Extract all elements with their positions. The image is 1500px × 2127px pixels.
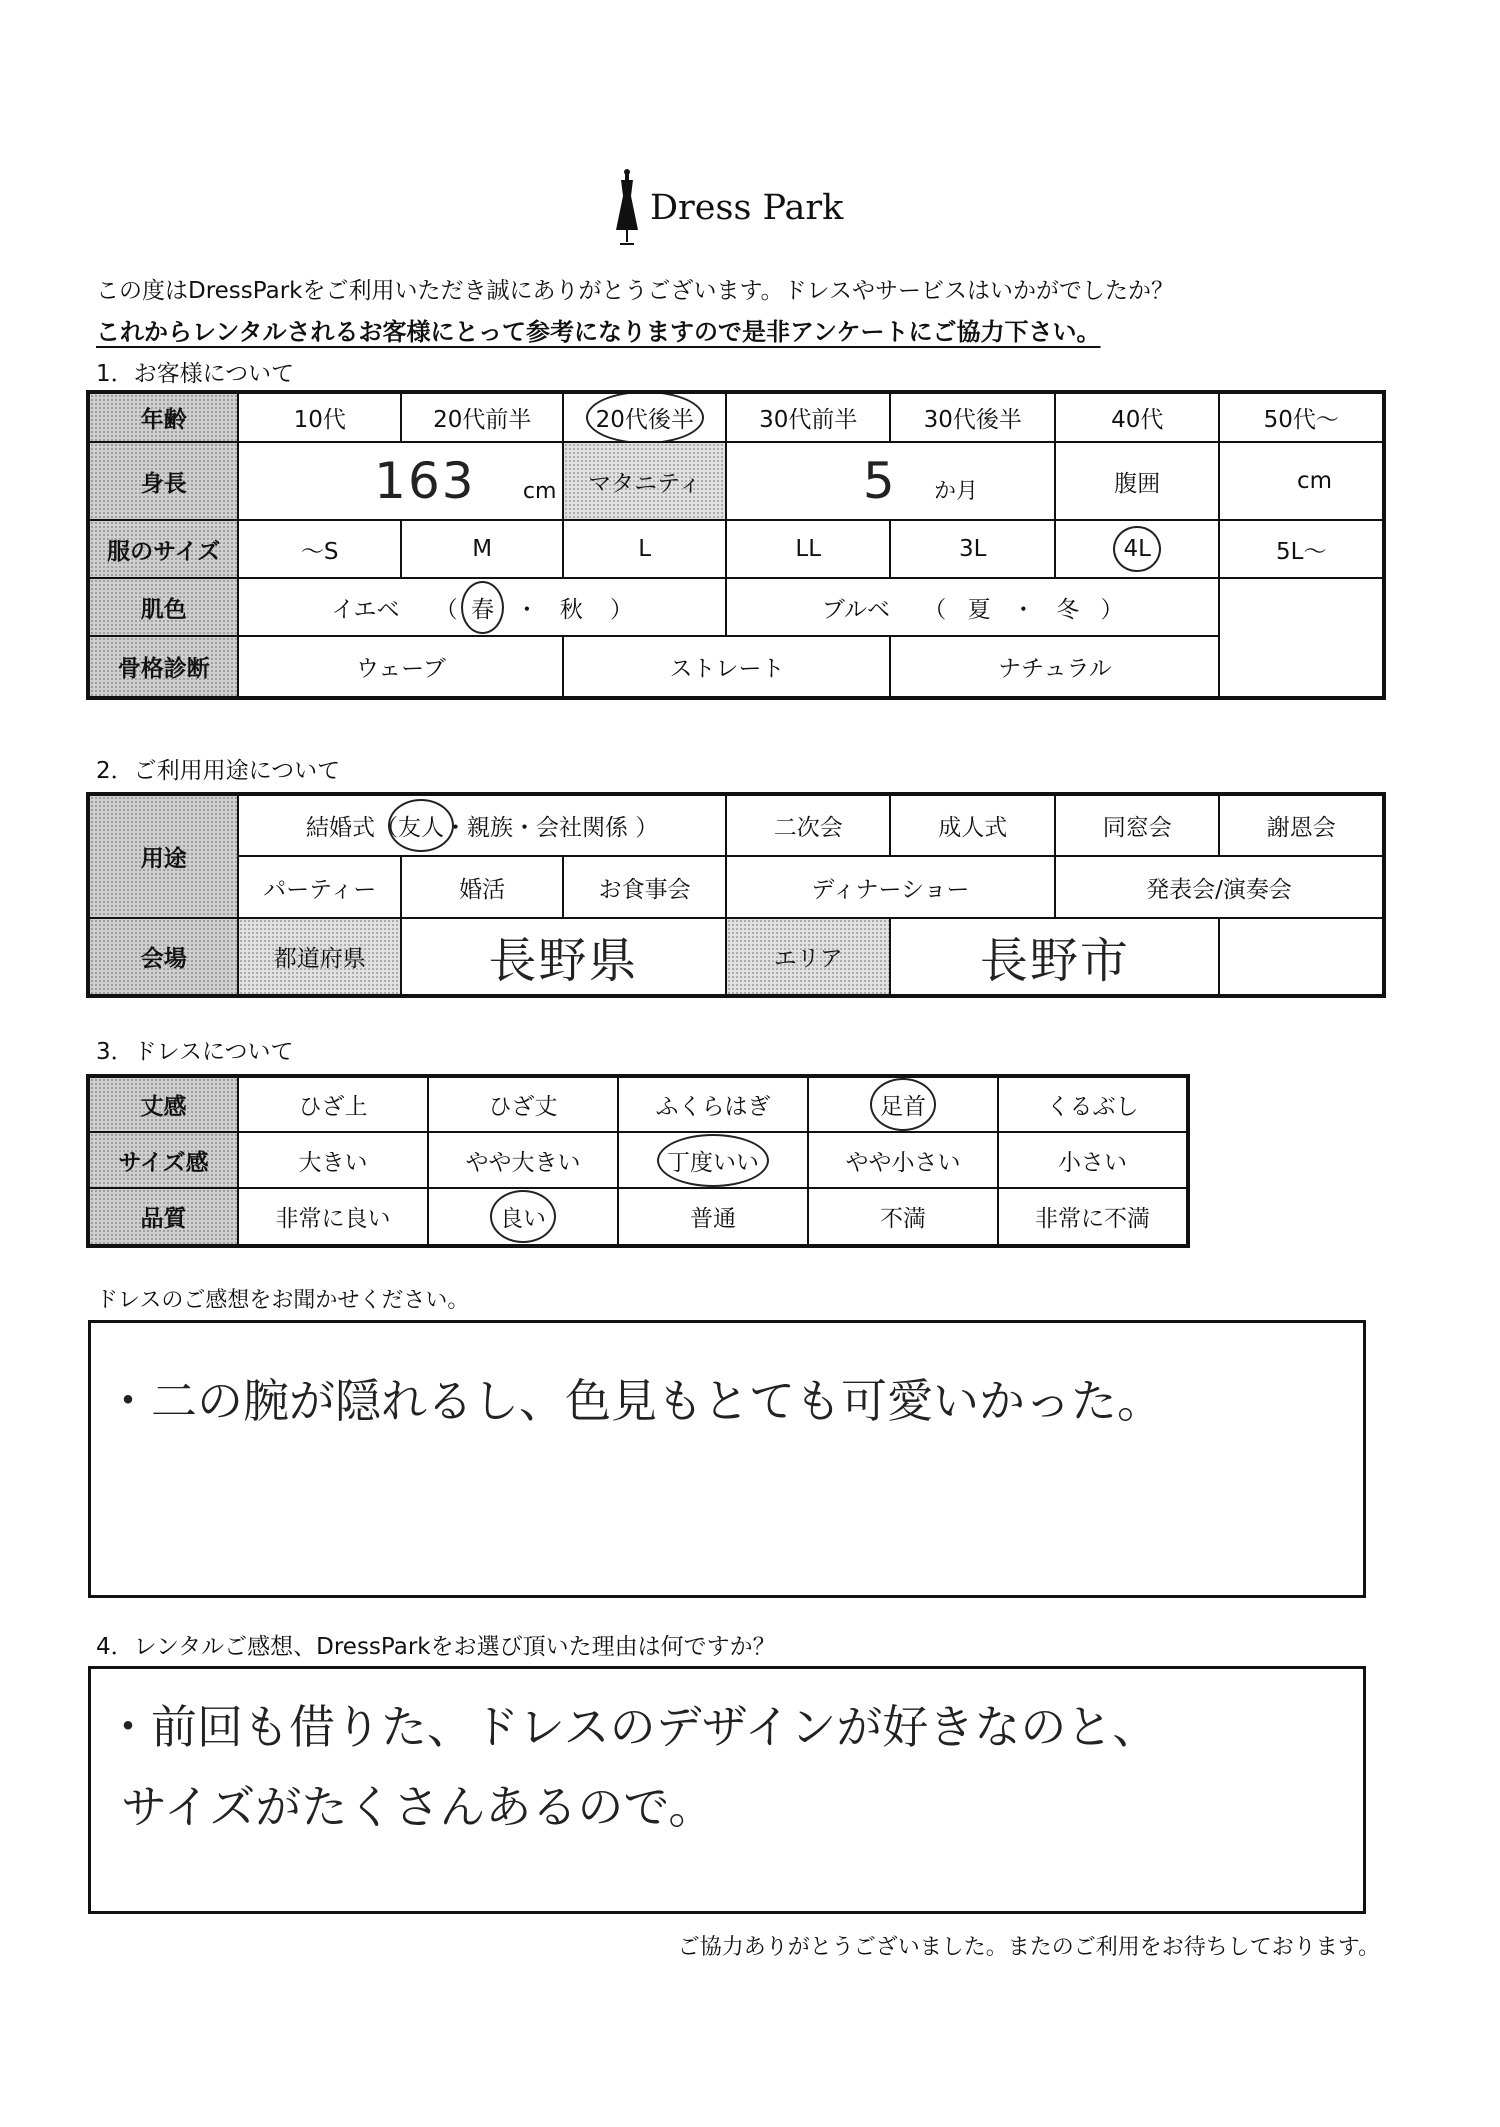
quality-option[interactable]: 不満 xyxy=(808,1188,998,1246)
purpose-option[interactable]: 婚活 xyxy=(401,856,563,918)
purpose-row-1 xyxy=(88,794,1384,856)
dress-comment-text: ・二の腕が隠れるし、色見もとても可愛いかった。 xyxy=(105,1374,1163,1428)
purpose-option[interactable]: パーティー xyxy=(238,856,400,918)
frame-option[interactable]: ウェーブ xyxy=(238,636,563,698)
selection-circle: 春 xyxy=(471,591,494,624)
size-option[interactable]: LL xyxy=(726,520,891,578)
size-option[interactable]: ～S xyxy=(238,520,401,578)
wedding-suffix: ・親族・会社関係 ） xyxy=(444,815,659,841)
section2-title: 2．ご利用用途について xyxy=(96,758,341,784)
section1-title: 1．お客様について xyxy=(96,361,295,387)
wedding-option[interactable] xyxy=(238,794,725,856)
purpose-option[interactable]: ディナーショー xyxy=(726,856,1055,918)
height-unit: cm xyxy=(522,479,557,504)
empty-cell xyxy=(1219,578,1384,636)
paren: ） xyxy=(610,596,634,623)
maternity-unit: か月 xyxy=(934,479,979,504)
area-label: エリア xyxy=(726,918,891,996)
length-label: 丈感 xyxy=(88,1076,238,1132)
height-field[interactable] xyxy=(238,442,563,520)
fit-option[interactable]: やや小さい xyxy=(808,1132,998,1188)
selection-circle: 20代後半 xyxy=(596,401,694,434)
length-option[interactable]: ひざ上 xyxy=(238,1076,428,1132)
venue-label: 会場 xyxy=(88,918,238,996)
skin-summer: 夏 xyxy=(967,596,991,623)
quality-row xyxy=(88,1188,1188,1246)
logo-wordmark: Dress Park xyxy=(650,188,844,228)
fit-option-selected[interactable] xyxy=(618,1132,808,1188)
intro-text: この度はDressParkをご利用いただき誠にありがとうございます。ドレスやサービスはいかがでしたか？ xyxy=(96,278,1174,304)
paren: ） xyxy=(1100,596,1124,623)
footer-thanks: ご協力ありがとうございました。またのご利用をお待ちしております。 xyxy=(677,1935,1380,1960)
skin-row xyxy=(88,578,1384,636)
selection-circle: 良い xyxy=(500,1200,546,1233)
prefecture-value: 長野県 xyxy=(488,933,639,989)
selection-circle: 丁度いい xyxy=(667,1144,759,1177)
fit-label: サイズ感 xyxy=(88,1132,238,1188)
rental-answer-line1: ・前回も借りた、ドレスのデザインが好きなのと、 xyxy=(105,1700,1159,1754)
dress-comment-box[interactable] xyxy=(88,1320,1366,1598)
size-row xyxy=(88,520,1384,578)
size-option[interactable]: L xyxy=(563,520,726,578)
dress-icon xyxy=(612,168,642,248)
dress-comment-prompt: ドレスのご感想をお聞かせください。 xyxy=(96,1288,470,1313)
maternity-label: マタニティ xyxy=(563,442,726,520)
age-row xyxy=(88,392,1384,442)
fit-option[interactable]: 大きい xyxy=(238,1132,428,1188)
age-option[interactable]: 10代 xyxy=(238,392,401,442)
skin-blue-option[interactable] xyxy=(726,578,1220,636)
wedding-prefix: 結婚式（ xyxy=(306,815,399,841)
age-option[interactable]: 50代～ xyxy=(1219,392,1384,442)
frame-option[interactable]: ナチュラル xyxy=(890,636,1219,698)
purpose-table xyxy=(86,792,1386,998)
size-label: 服のサイズ xyxy=(88,520,238,578)
maternity-field[interactable] xyxy=(726,442,1055,520)
size-option[interactable]: 3L xyxy=(890,520,1055,578)
selection-circle: 4L xyxy=(1123,536,1151,562)
length-option-selected[interactable] xyxy=(808,1076,998,1132)
length-option[interactable]: ふくらはぎ xyxy=(618,1076,808,1132)
fit-option[interactable]: 小さい xyxy=(998,1132,1188,1188)
selection-circle: 足首 xyxy=(880,1088,926,1121)
purpose-option[interactable]: 発表会/演奏会 xyxy=(1055,856,1384,918)
age-option[interactable]: 30代後半 xyxy=(890,392,1055,442)
prefecture-field[interactable] xyxy=(401,918,726,996)
skin-blue-label: ブルベ xyxy=(821,596,890,623)
dresspark-logo xyxy=(612,168,852,248)
age-option-selected[interactable] xyxy=(563,392,726,442)
waist-unit[interactable]: cm xyxy=(1219,442,1384,520)
purpose-label: 用途 xyxy=(88,794,238,918)
rental-comment-box[interactable] xyxy=(88,1666,1366,1914)
intro-request: これからレンタルされるお客様にとって参考になりますので是非アンケートにご協力下さい。 xyxy=(96,318,1101,346)
section3-title: 3．ドレスについて xyxy=(96,1039,294,1065)
paren: （ xyxy=(923,596,947,623)
purpose-option[interactable]: 二次会 xyxy=(726,794,891,856)
area-field[interactable] xyxy=(890,918,1219,996)
quality-option[interactable]: 非常に良い xyxy=(238,1188,428,1246)
height-label: 身長 xyxy=(88,442,238,520)
length-option[interactable]: くるぶし xyxy=(998,1076,1188,1132)
rental-answer-line2: サイズがたくさんあるので。 xyxy=(121,1780,715,1834)
section4-title: 4．レンタルご感想、DressParkをお選び頂いた理由は何ですか？ xyxy=(96,1634,776,1660)
skin-winter: 冬 xyxy=(1056,596,1080,623)
customer-table xyxy=(86,390,1386,700)
purpose-option[interactable]: 成人式 xyxy=(890,794,1055,856)
age-option[interactable]: 20代前半 xyxy=(401,392,564,442)
waist-label: 腹囲 xyxy=(1055,442,1220,520)
quality-label: 品質 xyxy=(88,1188,238,1246)
height-value: 163 xyxy=(374,452,476,510)
purpose-option[interactable]: お食事会 xyxy=(563,856,726,918)
frame-option[interactable]: ストレート xyxy=(563,636,890,698)
quality-option-selected[interactable] xyxy=(428,1188,618,1246)
purpose-option[interactable]: 同窓会 xyxy=(1055,794,1220,856)
fit-option[interactable]: やや大きい xyxy=(428,1132,618,1188)
skin-yellow-label: イエベ xyxy=(331,596,400,623)
fit-row xyxy=(88,1132,1188,1188)
size-option-selected[interactable] xyxy=(1055,520,1220,578)
skin-yellow-option[interactable] xyxy=(238,578,726,636)
age-label: 年齢 xyxy=(88,392,238,442)
selection-circle: 友人 xyxy=(398,809,444,842)
venue-row xyxy=(88,918,1384,996)
size-option[interactable]: M xyxy=(401,520,564,578)
height-row xyxy=(88,442,1384,520)
empty-cell xyxy=(1219,918,1384,996)
size-option[interactable]: 5L～ xyxy=(1219,520,1384,578)
empty-cell xyxy=(1219,636,1384,698)
maternity-value: 5 xyxy=(862,452,897,510)
length-option[interactable]: ひざ丈 xyxy=(428,1076,618,1132)
separator: ・ xyxy=(515,596,539,623)
quality-option[interactable]: 普通 xyxy=(618,1188,808,1246)
purpose-option[interactable]: 謝恩会 xyxy=(1219,794,1384,856)
paren: （ xyxy=(434,596,458,623)
area-value: 長野市 xyxy=(979,933,1130,989)
age-option[interactable]: 40代 xyxy=(1055,392,1220,442)
frame-row xyxy=(88,636,1384,698)
skin-label: 肌色 xyxy=(88,578,238,636)
dress-table xyxy=(86,1074,1190,1248)
length-row xyxy=(88,1076,1188,1132)
quality-option[interactable]: 非常に不満 xyxy=(998,1188,1188,1246)
frame-label: 骨格診断 xyxy=(88,636,238,698)
purpose-row-2 xyxy=(88,856,1384,918)
separator: ・ xyxy=(1011,596,1035,623)
skin-autumn: 秋 xyxy=(559,596,583,623)
prefecture-label: 都道府県 xyxy=(238,918,400,996)
age-option[interactable]: 30代前半 xyxy=(726,392,891,442)
